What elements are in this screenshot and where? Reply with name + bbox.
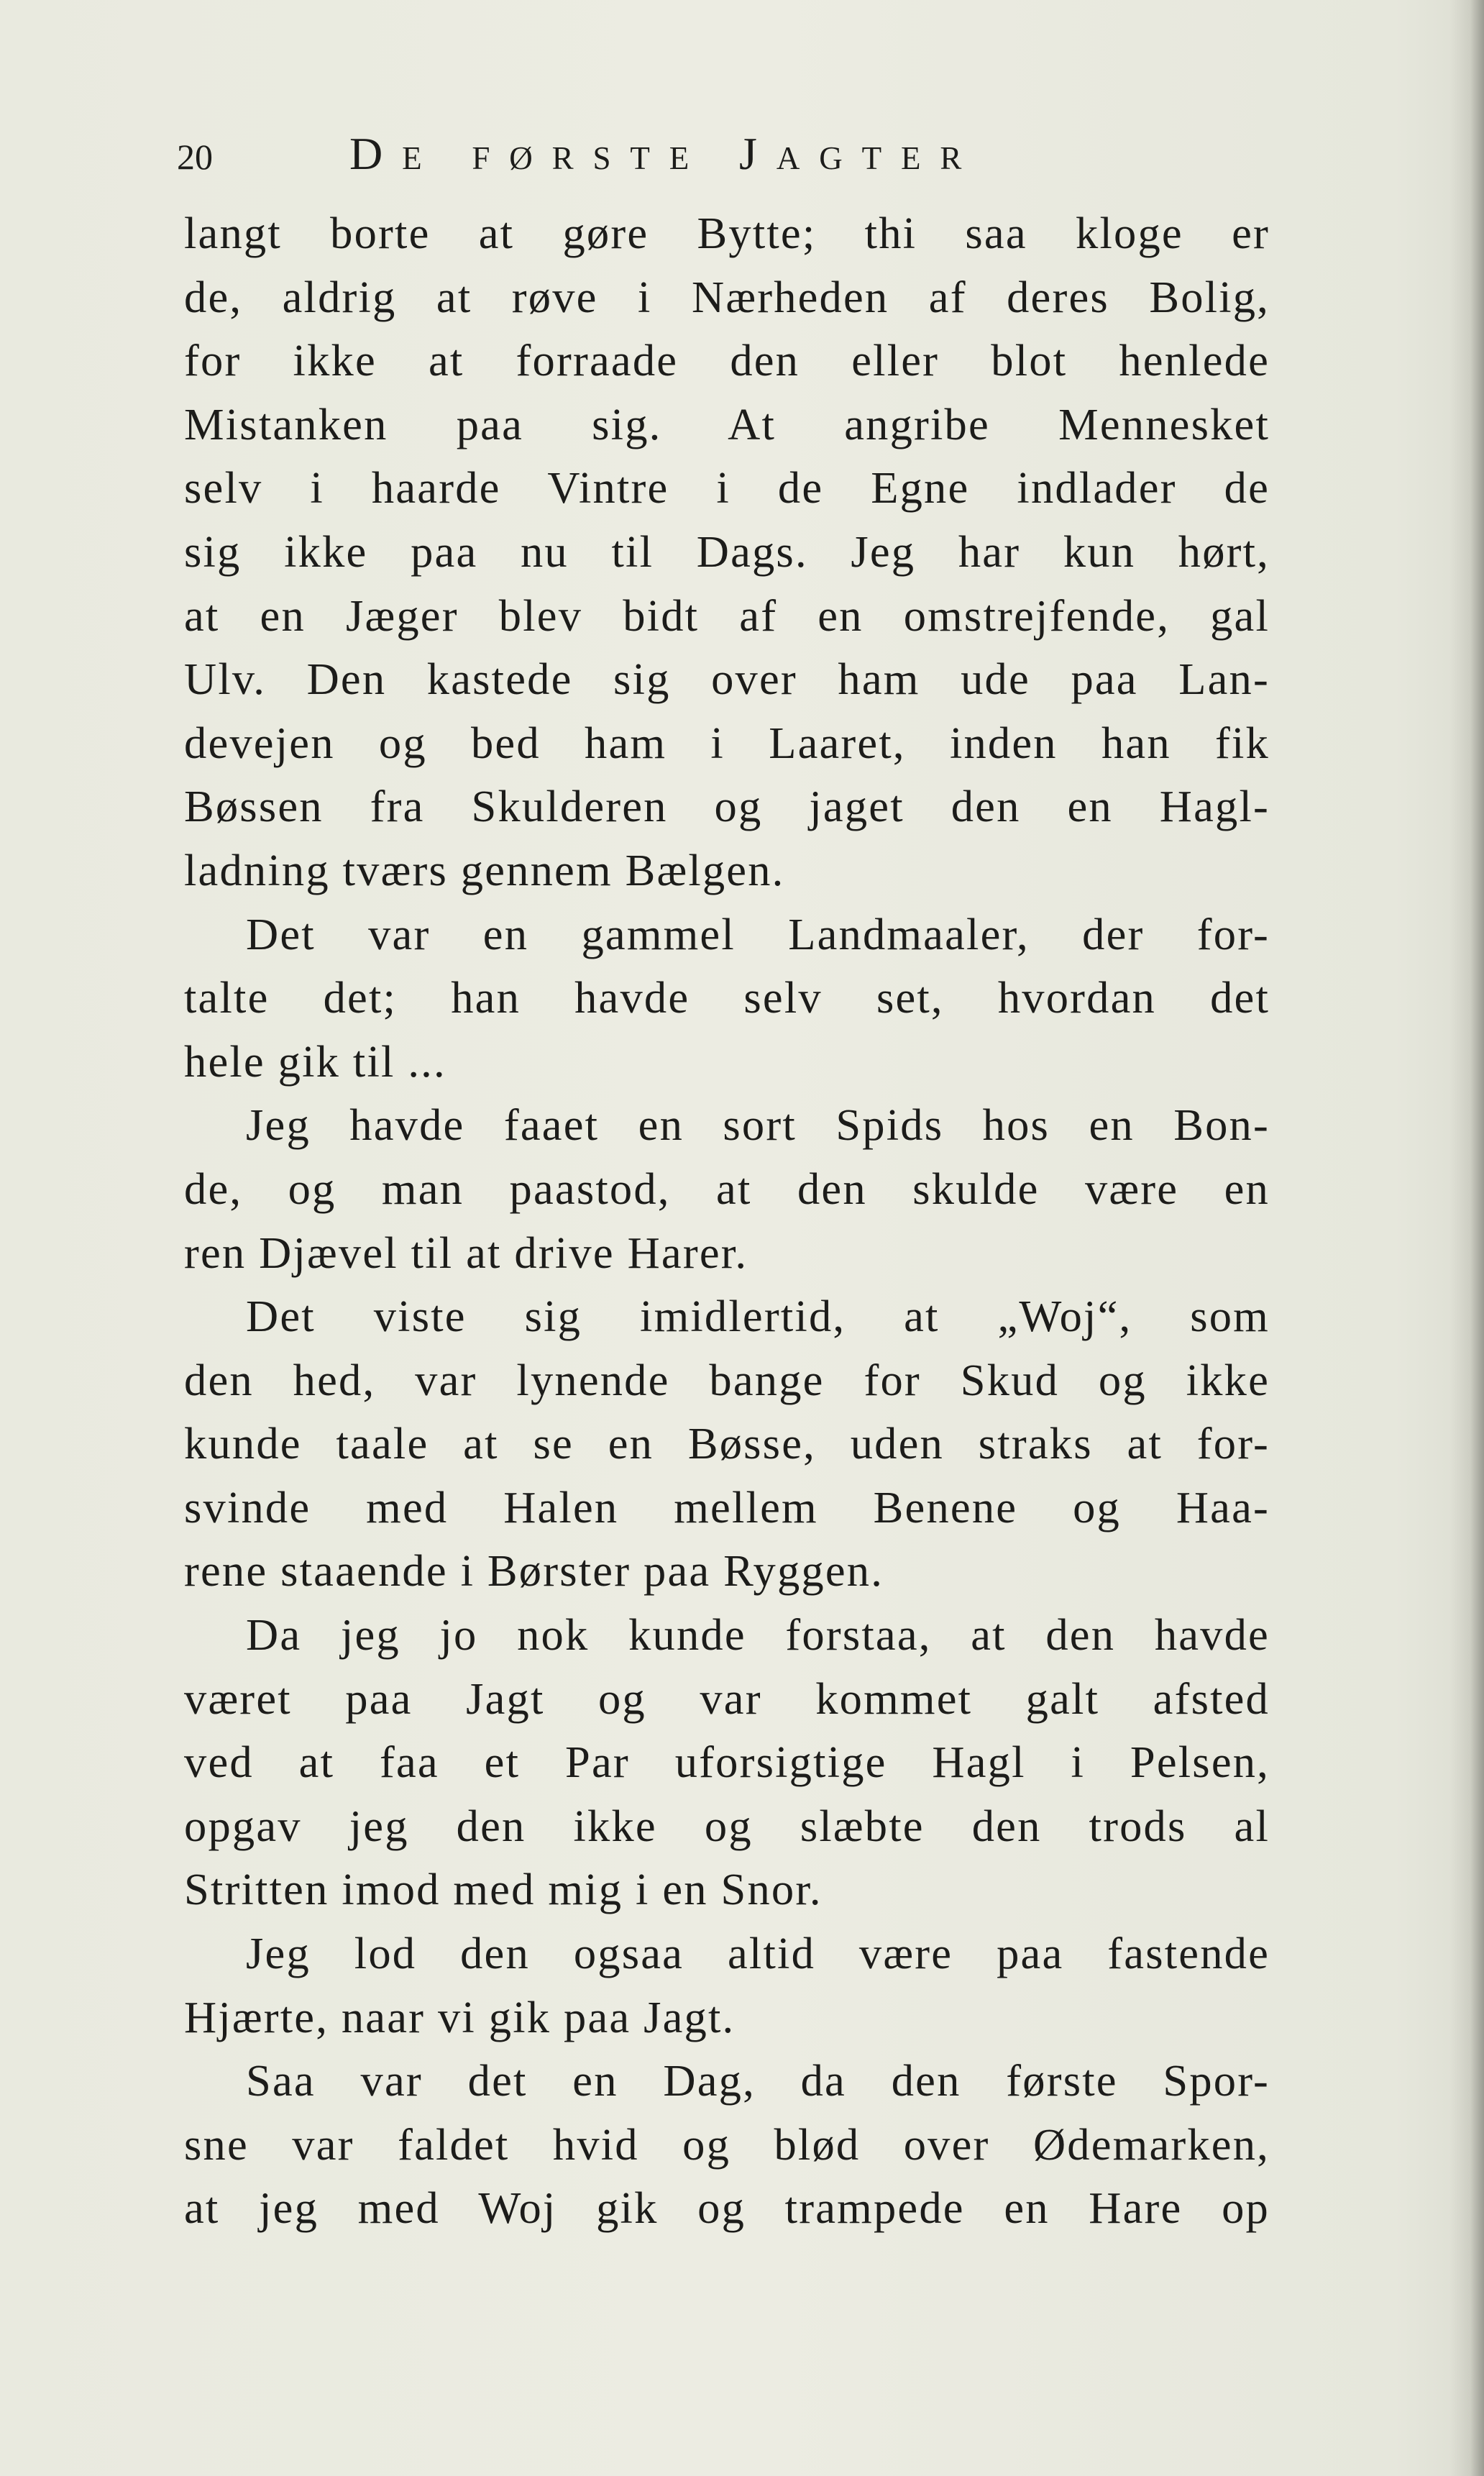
text-line: ladning tværs gennem Bælgen. [184, 844, 785, 895]
text-line: den hed, var lynende bange for Skud og ikke [184, 1354, 1270, 1405]
page-edge-shadow [1449, 0, 1484, 2476]
text-line: selv i haarde Vintre i de Egne indlader de [184, 462, 1270, 513]
text-line: opgav jeg den ikke og slæbte den trods al [184, 1800, 1270, 1851]
text-line: Det var en gammel Landmaaler, der for- [246, 908, 1270, 959]
text-line: de, og man paastod, at den skulde være en [184, 1163, 1270, 1214]
page-header [177, 125, 1255, 183]
text-line: for ikke at forraade den eller blot henlede [184, 335, 1270, 386]
text-line: Da jeg jo nok kunde forstaa, at den havde [246, 1609, 1270, 1660]
text-line: at en Jæger blev bidt af en omstrejfende, gal [184, 590, 1270, 641]
text-line: Mistanken paa sig. At angribe Mennesket [184, 398, 1270, 449]
text-line: de, aldrig at røve i Nærheden af deres Bolig, [184, 271, 1270, 322]
body-text [184, 201, 1270, 2240]
text-line: Jeg havde faaet en sort Spids hos en Bon- [246, 1100, 1270, 1151]
text-line: Saa var det en Dag, da den første Spor- [246, 2055, 1270, 2106]
text-line: Hjærte, naar vi gik paa Jagt. [184, 1991, 736, 2042]
text-line: talte det; han havde selv set, hvordan det [184, 972, 1270, 1023]
text-line: Stritten imod med mig i en Snor. [184, 1864, 823, 1915]
page-number: 20 [177, 137, 213, 177]
text-line: Bøssen fra Skulderen og jaget den en Hagl- [184, 781, 1270, 832]
text-line: langt borte at gøre Bytte; thi saa kloge er [184, 208, 1270, 258]
text-line: kunde taale at se en Bøsse, uden straks at for- [184, 1418, 1270, 1469]
text-line: svinde med Halen mellem Benene og Haa- [184, 1481, 1270, 1532]
text-line: ved at faa et Par uforsigtige Hagl i Pelsen, [184, 1737, 1270, 1788]
text-line: Det viste sig imidlertid, at „Woj“, som [246, 1291, 1270, 1342]
running-title: De første Jagter [349, 128, 981, 179]
text-line: Ulv. Den kastede sig over ham ude paa Lan- [184, 654, 1270, 705]
text-line: hele gik til ... [184, 1036, 446, 1087]
text-line: været paa Jagt og var kommet galt afsted [184, 1673, 1270, 1724]
text-line: at jeg med Woj gik og trampede en Hare op [184, 2183, 1270, 2234]
text-line: ren Djævel til at drive Harer. [184, 1227, 748, 1278]
text-line: rene staaende i Børster paa Ryggen. [184, 1545, 884, 1596]
text-line: sne var faldet hvid og blød over Ødemarken, [184, 2119, 1270, 2170]
text-line: devejen og bed ham i Laaret, inden han fik [184, 717, 1270, 768]
text-line: Jeg lod den ogsaa altid være paa fastende [246, 1928, 1270, 1979]
text-line: sig ikke paa nu til Dags. Jeg har kun hørt, [184, 526, 1270, 577]
